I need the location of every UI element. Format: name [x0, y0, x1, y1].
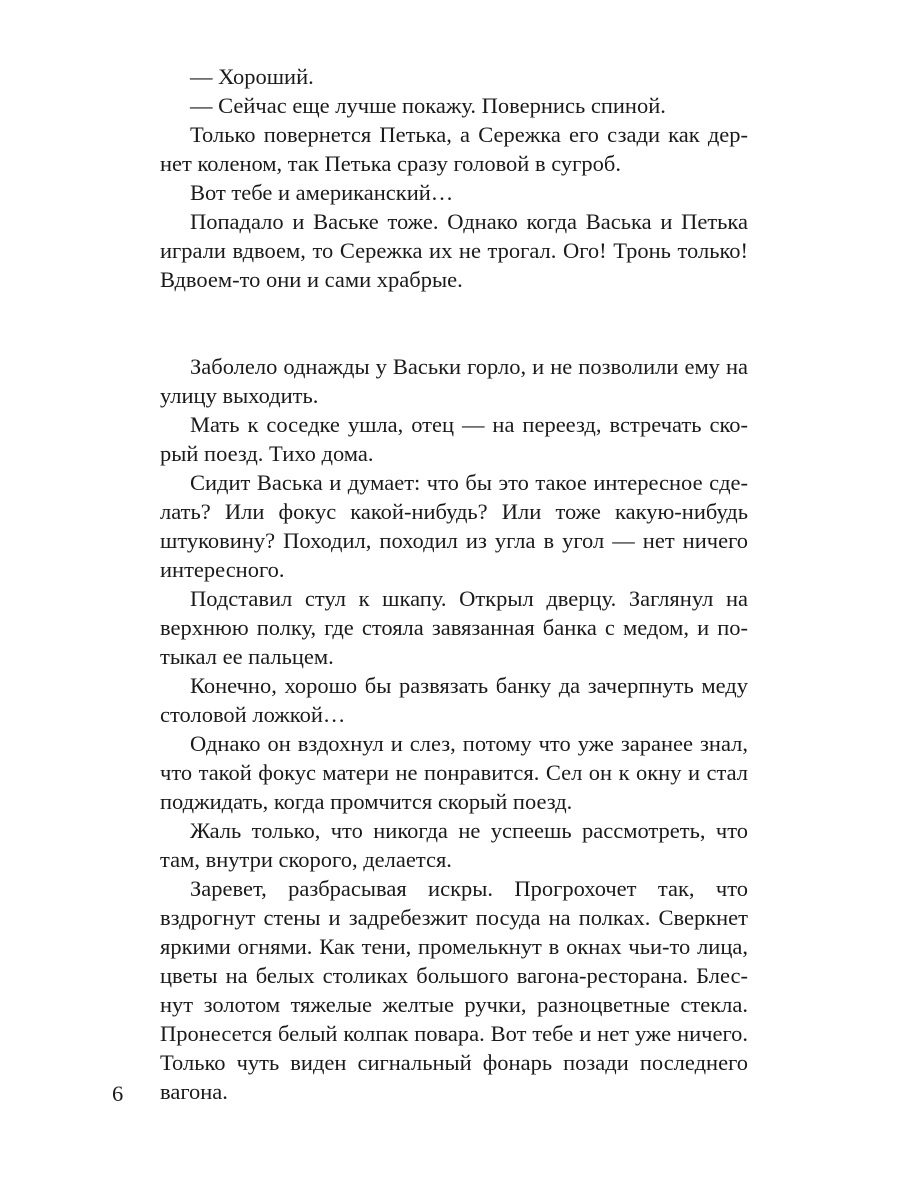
- paragraph: [160, 584, 748, 671]
- paragraph: [160, 729, 748, 816]
- text-line: Вдвоем-то они и сами храбрые.: [160, 267, 463, 292]
- text-line: яркими огнями. Как тени, промелькнут в окнах чьи-то лица,: [160, 934, 748, 959]
- paragraph: [160, 410, 748, 468]
- text-line: — Сейчас еще лучше покажу. Повернись спиной.: [190, 93, 666, 118]
- text-line: нет коленом, так Петька сразу головой в сугроб.: [160, 151, 621, 176]
- text-line: Только чуть виден сигнальный фонарь позади последнего: [160, 1050, 748, 1075]
- text-line: интересного.: [160, 557, 285, 582]
- text-line: цветы на белых столиках большого вагона-ресторана. Блес-: [160, 963, 748, 988]
- text-line: Попадало и Ваське тоже. Однако когда Васька и Петька: [190, 209, 748, 234]
- text-line: рый поезд. Тихо дома.: [160, 441, 374, 466]
- text-line: Вот тебе и американский…: [190, 180, 454, 205]
- paragraph: [160, 178, 748, 207]
- paragraph: [160, 207, 748, 294]
- text-line: играли вдвоем, то Сережка их не трогал. Ого! Тронь только!: [160, 238, 748, 263]
- paragraph: [160, 874, 748, 1106]
- text-line: Конечно, хорошо бы развязать банку да зачерпнуть меду: [190, 673, 748, 698]
- text-line: Мать к соседке ушла, отец — на переезд, встречать ско-: [190, 412, 748, 437]
- text-line: — Хороший.: [190, 64, 314, 89]
- text-line: Заревет, разбрасывая искры. Прогрохочет так, что: [190, 876, 748, 901]
- text-line: нут золотом тяжелые желтые ручки, разноцветные стекла.: [160, 992, 748, 1017]
- text-line: штуковину? Походил, походил из угла в угол — нет ничего: [160, 528, 748, 553]
- text-line: поджидать, когда промчится скорый поезд.: [160, 789, 573, 814]
- text-line: Сидит Васька и думает: что бы это такое интересное сде-: [190, 470, 748, 495]
- text-line: Подставил стул к шкапу. Открыл дверцу. Заглянул на: [190, 586, 748, 611]
- page-number: 6: [112, 1081, 124, 1106]
- text-line: вагона.: [160, 1079, 228, 1104]
- paragraph: [160, 352, 748, 410]
- paragraph: [160, 62, 748, 91]
- text-section-1: [160, 62, 748, 294]
- paragraph: [160, 816, 748, 874]
- text-line: лать? Или фокус какой-нибудь? Или тоже какую-нибудь: [160, 499, 748, 524]
- paragraph: [160, 120, 748, 178]
- text-line: что такой фокус матери не понравится. Сел он к окну и стал: [160, 760, 748, 785]
- paragraph: [160, 671, 748, 729]
- text-line: Только повернется Петька, а Сережка его сзади как дер-: [190, 122, 748, 147]
- text-line: улицу выходить.: [160, 383, 319, 408]
- text-line: тыкал ее пальцем.: [160, 644, 334, 669]
- text-line: вздрогнут стены и задребезжит посуда на полках. Сверкнет: [160, 905, 748, 930]
- text-line: Заболело однажды у Васьки горло, и не позволили ему на: [190, 354, 748, 379]
- text-line: Жаль только, что никогда не успеешь рассмотреть, что: [190, 818, 748, 843]
- text-line: Однако он вздохнул и слез, потому что уже заранее знал,: [190, 731, 748, 756]
- text-line: верхнюю полку, где стояла завязанная банка с медом, и по-: [160, 615, 748, 640]
- paragraph: [160, 468, 748, 584]
- text-line: Пронесется белый колпак повара. Вот тебе и нет уже ничего.: [160, 1021, 748, 1046]
- text-line: там, внутри скорого, делается.: [160, 847, 452, 872]
- text-section-2: [160, 352, 748, 1106]
- text-line: столовой ложкой…: [160, 702, 346, 727]
- paragraph: [160, 91, 748, 120]
